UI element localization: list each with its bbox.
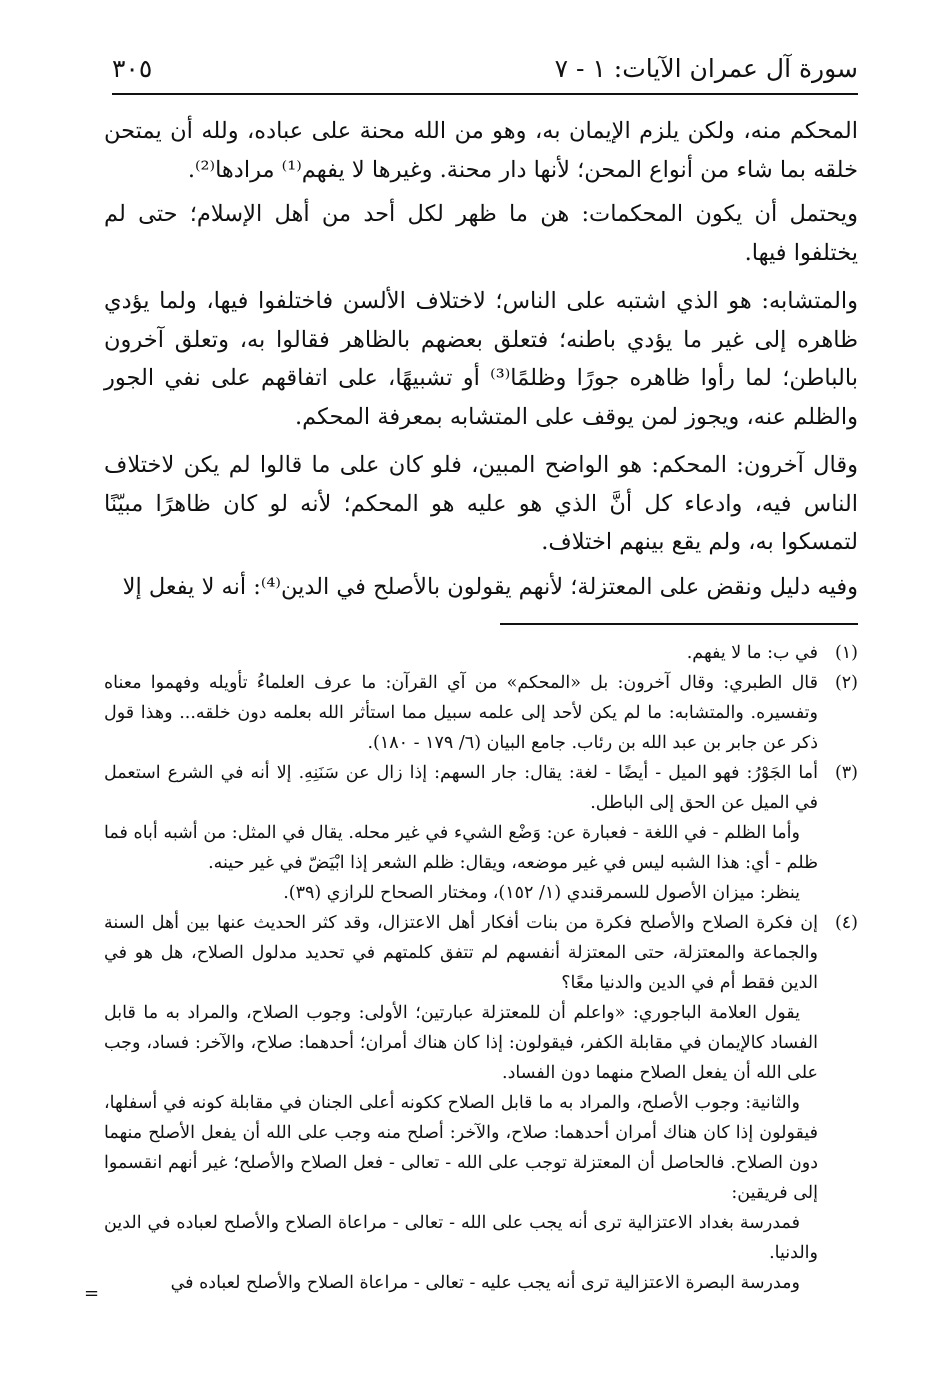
footnote-paragraph: وأما الظلم - في اللغة - فعبارة عن: وَضْع الشيء في غير محله. يقال في المثل: من أشبه أباه فما ظلم - أي: هذا الشبه ليس في غير موضعه، ويقال: ظلم الشعر إذا ابْيَضّ في غير حينه. xyxy=(104,823,818,873)
footnote-paragraph: إن فكرة الصلاح والأصلح فكرة من بنات أفكار أهل الاعتزال، وقد كثر الحديث عنها بين أهل السنة والجماعة والمعتزلة، حتى المعتزلة أنفسهم لم تتفق كلمتهم في تحديد مدلول الصلاح، هل هو في الدين فقط أم في الدين والدنيا معًا؟ xyxy=(104,913,818,993)
footnote-2 xyxy=(104,668,858,758)
footnote-paragraph: ينظر: ميزان الأصول للسمرقندي (١/ ١٥٢)، ومختار الصحاح للرازي (٣٩). xyxy=(283,883,800,903)
footnote-paragraph: ومدرسة البصرة الاعتزالية ترى أنه يجب عليه - تعالى - مراعاة الصلاح والأصلح لعباده في xyxy=(170,1273,800,1293)
footnote-text xyxy=(104,638,818,668)
body-paragraph: وقال آخرون: المحكم: هو الواضح المبين، فلو كان على ما قالوا لم يكن لاختلاف الناس فيه، وادعاء كل أنَّ الذي هو عليه هو المحكم؛ لأنه لو كان ظاهرًا مبيّنًا لتمسكوا به، ولم يقع بينهم اختلاف. xyxy=(104,452,858,555)
continuation-mark: = xyxy=(84,1283,100,1304)
body-paragraph: والمتشابه: هو الذي اشتبه على الناس؛ لاختلاف الألسن فاختلفوا فيها، ولما يؤدي ظاهره إلى غير ما يؤدي باطنه؛ فتعلق بعضهم بالظاهر فقالوا به، وتعلق آخرون بالباطن؛ لما رأوا ظاهره جورًا وظلمًا⁽³⁾ أو تشبيهًا، على اتفاقهم على نفي الجور والظلم عنه، ويجوز لمن يوقف على المتشابه بمعرفة المحكم. xyxy=(104,288,858,430)
footnote-paragraph: والثانية: وجوب الأصلح، والمراد به ما قابل الصلاح ككونه أعلى الجنان في مقابلة كونه في أسفلها، فيقولون إذا كان هناك أمران أحدهما: صلاح، والآخر: أصلح منه وجب على الله أن يفعل الأصلح منهما دون الصلاح. فالحاصل أن المعتزلة توجب على الله - تعالى - فعل الصلاح والأصلح؛ غير أنهم انقسموا إلى فريقين: xyxy=(104,1093,818,1203)
footnote-paragraph: قال الطبري: وقال آخرون: بل «المحكم» من آي القرآن: ما عرف العلماءُ تأويله وفهموا معناه وتفسيره. والمتشابه: ما لم يكن لأحد إلى علمه سبيل مما استأثر الله بعلمه دون خلقه... وهذا قول ذكر عن جابر بن عبد الله بن رئاب. جامع البيان (٦/ ١٧٩ - ١٨٠). xyxy=(104,673,818,753)
footnote-paragraph: يقول العلامة الباجوري: «واعلم أن للمعتزلة عبارتين؛ الأولى: وجوب الصلاح، والمراد به ما قابل الفساد كالإيمان في مقابلة الكفر، فيقولون: إذا كان هناك أمران؛ أحدهما: صلاح، والآخر: فساد، وجب على الله أن يفعل الصلاح منهما دون الفساد. xyxy=(104,1003,818,1083)
footnotes xyxy=(104,638,858,1298)
body-paragraph: وفيه دليل ونقض على المعتزلة؛ لأنهم يقولون بالأصلح في الدين⁽⁴⁾: أنه لا يفعل إلا xyxy=(122,573,858,600)
header-rule xyxy=(112,93,858,95)
footnote-text xyxy=(104,668,818,758)
footnote-number: (٣) xyxy=(834,763,858,783)
footnote-number: (١) xyxy=(834,643,858,663)
footnote-text xyxy=(104,758,818,908)
main-text xyxy=(104,112,858,606)
page-number: ٣٠٥ xyxy=(112,54,153,83)
surah-title: سورة آل عمران الآيات: ١ - ٧ xyxy=(554,54,858,83)
footnote-number: (٤) xyxy=(834,913,858,933)
footnote-text xyxy=(104,908,818,1298)
footnote-paragraph: أما الجَوْرُ: فهو الميل - أيضًا - لغة: يقال: جار السهم: إذا زال عن سَنَنِهِ. إلا أنه في الشرع استعمل في الميل عن الحق إلى الباطل. xyxy=(104,763,818,813)
footnote-paragraph: فمدرسة بغداد الاعتزالية ترى أنه يجب على الله - تعالى - مراعاة الصلاح والأصلح لعباده في الدين والدنيا. xyxy=(104,1213,818,1263)
footnote-rule xyxy=(500,623,858,625)
footnote-4 xyxy=(104,908,858,1298)
footnote-1 xyxy=(104,638,858,668)
body-paragraph: ويحتمل أن يكون المحكمات: هن ما ظهر لكل أحد من أهل الإسلام؛ حتى لم يختلفوا فيها. xyxy=(104,201,858,266)
footnote-number: (٢) xyxy=(834,673,858,693)
footnote-paragraph: في ب: ما لا يفهم. xyxy=(686,643,818,663)
running-header xyxy=(112,52,858,92)
footnote-3 xyxy=(104,758,858,908)
body-paragraph: المحكم منه، ولكن يلزم الإيمان به، وهو من الله محنة على عباده، ولله أن يمتحن خلقه بما شاء من أنواع المحن؛ لأنها دار محنة. وغيرها لا يفهم⁽¹⁾ مرادها⁽²⁾. xyxy=(104,118,858,183)
